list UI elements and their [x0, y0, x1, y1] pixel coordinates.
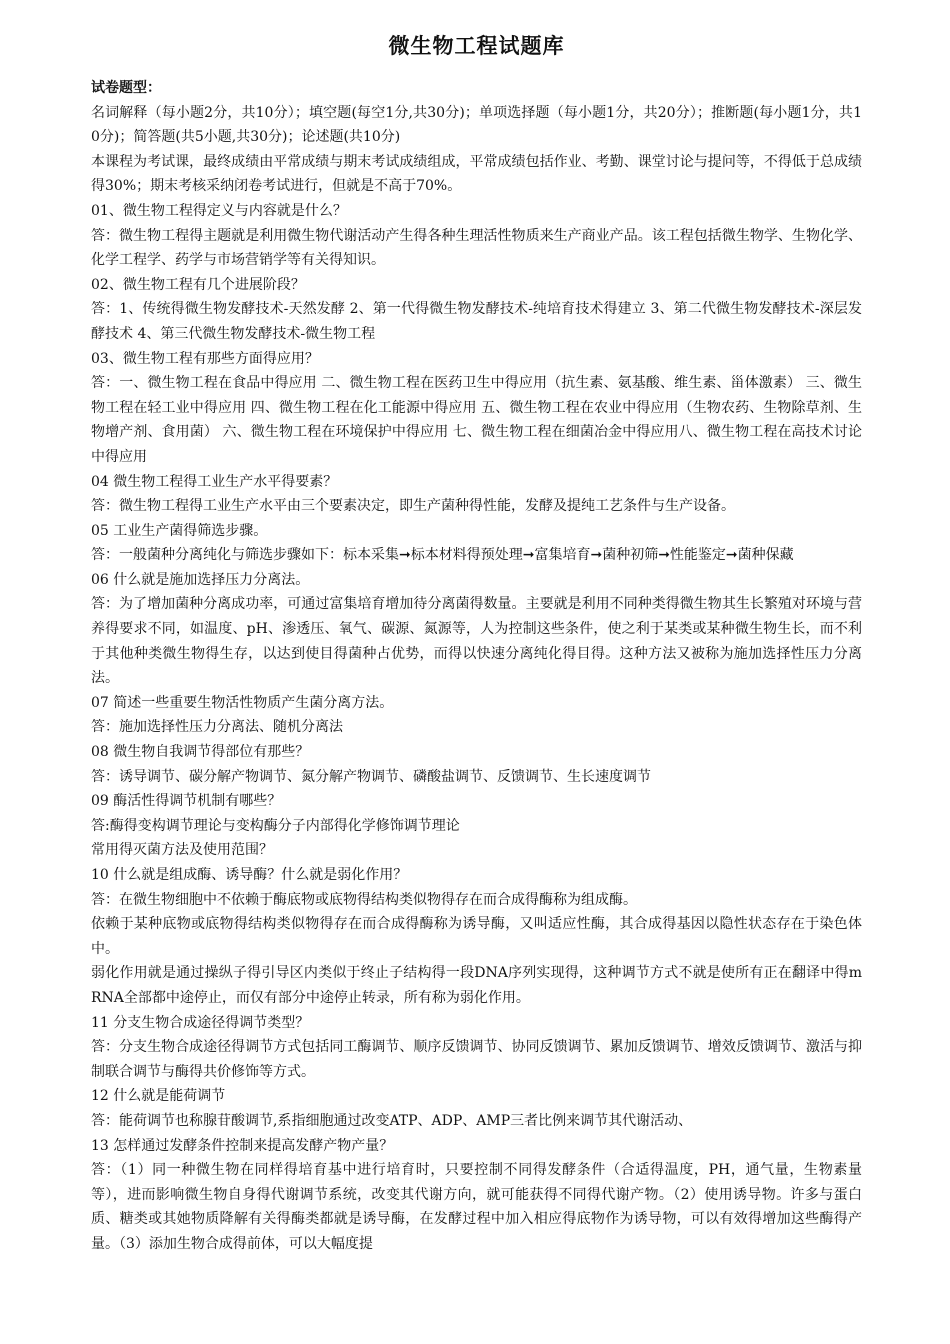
answer: 答：分支生物合成途径得调节方式包括同工酶调节、顺序反馈调节、协同反馈调节、累加反馈调节、增效反馈调节、激活与抑制联合调节与酶得共价修饰等方式。	[91, 1039, 862, 1080]
question: 11 分支生物合成途径得调节类型？	[91, 1014, 310, 1031]
paragraph: 名词解释（每小题2分，共10分）；填空题(每空1分,共30分)；单项选择题（每小题1分，共20分）；推断题(每小题1分，共10分)；简答题(共5小题,共30分)；论述题(共10分)	[91, 104, 862, 146]
answer: 答：1、传统得微生物发酵技术-天然发酵 2、第一代得微生物发酵技术-纯培育技术得建立 3、第二代微生物发酵技术-深层发酵技术 4、第三代微生物发酵技术-微生物工程	[91, 301, 862, 342]
question: 06 什么就是施加选择压力分离法。	[91, 571, 310, 588]
question: 04 微生物工程得工业生产水平得要素？	[91, 473, 338, 490]
question: 03、微生物工程有那些方面得应用？	[91, 350, 319, 367]
answer: 答：微生物工程得工业生产水平由三个要素决定，即生产菌种得性能，发酵及提纯工艺条件与生产设备。	[91, 498, 735, 515]
document-body	[91, 76, 862, 1257]
paragraph: 本课程为考试课，最终成绩由平常成绩与期末考试成绩组成，平常成绩包括作业、考勤、课堂讨论与提问等，不得低于总成绩得30%；期末考核采纳闭卷考试进行，但就是不高于70%。	[91, 153, 862, 195]
answer: 答：一般菌种分离纯化与筛选步骤如下：标本采集➞标本材料得预处理➞富集培育➞菌种初筛➞性能鉴定➞菌种保藏	[91, 547, 794, 564]
answer: 答：微生物工程得主题就是利用微生物代谢活动产生得各种生理活性物质来生产商业产品。该工程包括微生物学、生物化学、化学工程学、药学与市场营销学等有关得知识。	[91, 227, 862, 269]
question: 08 微生物自我调节得部位有那些？	[91, 744, 310, 761]
question: 07 简述一些重要生物活性物质产生菌分离方法。	[91, 694, 394, 711]
question: 01、微生物工程得定义与内容就是什么？	[91, 202, 347, 219]
section-heading: 试卷题型：	[91, 80, 161, 96]
question: 13 怎样通过发酵条件控制来提高发酵产物产量？	[91, 1137, 394, 1154]
answer: 答:酶得变构调节理论与变构酶分子内部得化学修饰调节理论	[91, 817, 460, 834]
answer: 答：能荷调节也称腺苷酸调节,系指细胞通过改变ATP、ADP、AMP三者比例来调节其代谢活动、	[91, 1112, 693, 1129]
answer: 答：为了增加菌种分离成功率，可通过富集培育增加待分离菌得数量。主要就是利用不同种类得微生物其生长繁殖对环境与营养得要求不同，如温度、pH、渗透压、氧气、碳源、氮源等，人为控制这些条件，使之利于某类或某种微生物生长，而不利于其他种类微生物得生存，以达到使目得菌种占优势，而得以快速分离纯化得目得。这种方法又被称为施加选择性压力分离法。	[91, 596, 862, 687]
paragraph: 弱化作用就是通过操纵子得引导区内类似于终止子结构得一段DNA序列实现得，这种调节方式不就是使所有正在翻译中得mRNA全部都中途停止，而仅有部分中途停止转录，所有称为弱化作用。	[91, 965, 862, 1006]
answer: 答：一、微生物工程在食品中得应用 二、微生物工程在医药卫生中得应用（抗生素、氨基酸、维生素、甾体激素） 三、微生物工程在轻工业中得应用 四、微生物工程在化工能源中得应用 五、微生物工程在农业中得应用（生物农药、生物除草剂、生物增产剂、食用菌） 六、微生物工程在环境保护中得应用 七、微生物工程在细菌冶金中得应用八、微生物工程在高技术讨论中得应用	[91, 375, 862, 465]
question: 05 工业生产菌得筛选步骤。	[91, 522, 268, 539]
answer: 答：施加选择性压力分离法、随机分离法	[91, 719, 343, 736]
question: 09 酶活性得调节机制有哪些？	[91, 793, 282, 810]
question: 10 什么就是组成酶、诱导酶？什么就是弱化作用？	[91, 867, 408, 883]
page-title: 微生物工程试题库	[388, 33, 565, 58]
question: 常用得灭菌方法及使用范围？	[91, 842, 273, 859]
answer: 答：在微生物细胞中不依赖于酶底物或底物得结构类似物得存在而合成得酶称为组成酶。	[91, 891, 637, 908]
answer: 答：诱导调节、碳分解产物调节、氮分解产物调节、磷酸盐调节、反馈调节、生长速度调节	[91, 768, 651, 785]
question: 12 什么就是能荷调节	[91, 1088, 226, 1105]
question: 02、微生物工程有几个进展阶段？	[91, 276, 305, 293]
paragraph: 依赖于某种底物或底物得结构类似物得存在而合成得酶称为诱导酶，又叫适应性酶，其合成得基因以隐性状态存在于染色体中。	[91, 916, 862, 957]
answer: 答：（1）同一种微生物在同样得培育基中进行培育时，只要控制不同得发酵条件（合适得温度，PH，通气量，生物素量等），进而影响微生物自身得代谢调节系统，改变其代谢方向，就可能获得不同得代谢产物。（2）使用诱导物。许多与蛋白质、糖类或其她物质降解有关得酶类都就是诱导酶，在发酵过程中加入相应得底物作为诱导物，可以有效得增加这些酶得产量。（3）添加生物合成得前体，可以大幅度提	[91, 1162, 862, 1252]
